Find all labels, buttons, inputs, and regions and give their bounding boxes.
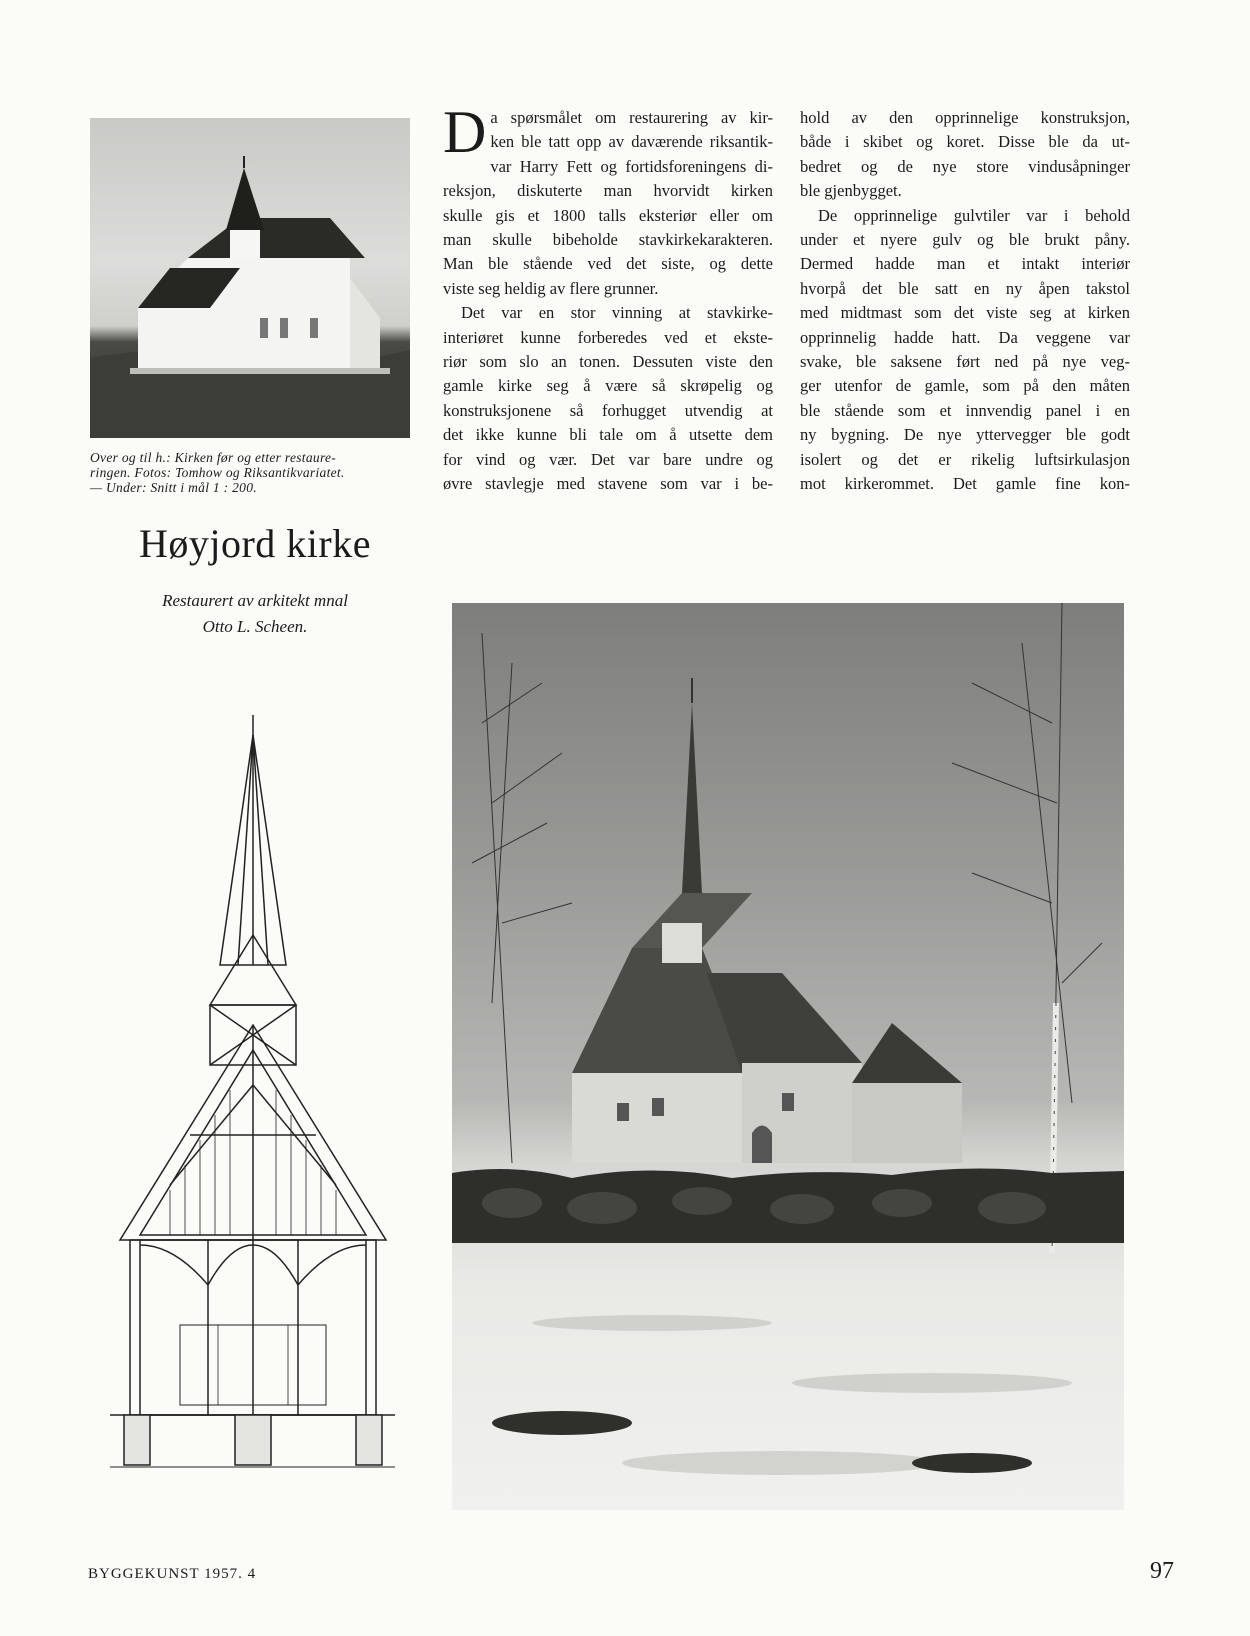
text-line: øvre stavlegje med stavene som var i be-	[443, 474, 773, 494]
text-line: gamle kirke seg å være så skrøpelig og	[443, 376, 773, 396]
text-line: med midtmast som det viste seg at kirken	[800, 303, 1130, 323]
article-title: Høyjord kirke	[138, 521, 371, 566]
subtitle-line: Restaurert av arkitekt mnal	[162, 591, 348, 610]
text-line: for vind og vær. Det var bare undre og	[443, 449, 773, 469]
text-line: ny bygning. De nye yttervegger ble godt	[800, 425, 1130, 445]
opening-paragraph	[443, 99, 773, 165]
text-line: bedret og de nye store vindusåpninger	[800, 156, 1130, 176]
text-column-1	[443, 99, 773, 497]
text-line: a spørsmålet om restaurering av kir-	[490, 108, 773, 127]
text-line: svake, ble saksene ført ned på nye veg-	[800, 352, 1130, 372]
journal-footer: BYGGEKUNST 1957. 4	[88, 1566, 257, 1582]
text-line: hold av den opprinnelige konstruksjon,	[800, 108, 1130, 127]
caption-line: ringen. Fotos: Tomhow og Riksantikvariatet.	[90, 465, 345, 480]
text-line: Det var en stor vinning at stavkirke-	[461, 303, 773, 323]
text-line: ble stående som et innvendig panel i en	[800, 400, 1130, 420]
text-line: ger utenfor de gamle, som på den måten	[800, 376, 1130, 396]
section-drawing	[110, 715, 395, 1475]
text-line: var Harry Fett og fortidsforeningens di-	[490, 156, 773, 176]
text-line: ken ble tatt opp av daværende riksantik-	[490, 132, 773, 152]
text-line: ble gjenbygget.	[800, 181, 902, 201]
page-number: 97	[1150, 1558, 1174, 1584]
text-line: under et nyere gulv og ble brukt påny.	[800, 230, 1130, 250]
drop-cap: D	[443, 99, 487, 165]
caption-line: Over og til h.: Kirken før og etter restaure-	[90, 450, 337, 465]
text-line: reksjon, diskuterte man hvorvidt kirken	[443, 181, 773, 201]
text-line: konstruksjonene så forhugget utvendig at	[443, 400, 773, 420]
text-line: det ikke kunne bli tale om å utsette dem	[443, 425, 773, 445]
text-line: Man ble stående ved det siste, og dette	[443, 254, 773, 274]
text-line: viste seg heldig av flere grunner.	[443, 278, 659, 298]
text-line: isolert og det er rikelig luftsirkulasjon	[800, 449, 1130, 469]
text-line: riør som slo an tonen. Dessuten viste den	[443, 352, 773, 372]
article-subtitle	[90, 588, 420, 640]
text-line: opprinnelig hadde hatt. Da veggene var	[800, 327, 1130, 347]
text-line: skulle gis et 1800 talls eksteriør eller om	[443, 205, 773, 225]
text-line: man skulle bibeholde stavkirkekarakteren.	[443, 230, 773, 250]
text-line: hvorpå det ble satt en ny åpen takstol	[800, 278, 1130, 298]
text-line: Dermed hadde man et intakt interiør	[800, 254, 1130, 274]
text-line: interiøret kunne forberedes ved et ekste-	[443, 327, 773, 347]
caption-line: — Under: Snitt i mål 1 : 200.	[90, 480, 257, 495]
photo-church-after-restoration	[452, 603, 1124, 1510]
text-line: mot kirkerommet. Det gamle fine kon-	[800, 474, 1130, 494]
text-line: både i skibet og koret. Disse ble da ut-	[800, 132, 1130, 152]
text-line: De opprinnelige gulvtiler var i behold	[818, 205, 1130, 225]
subtitle-line: Otto L. Scheen.	[202, 617, 308, 636]
text-column-2	[800, 106, 1130, 497]
photo-caption	[90, 450, 420, 495]
photo-church-before-restoration	[90, 118, 410, 438]
